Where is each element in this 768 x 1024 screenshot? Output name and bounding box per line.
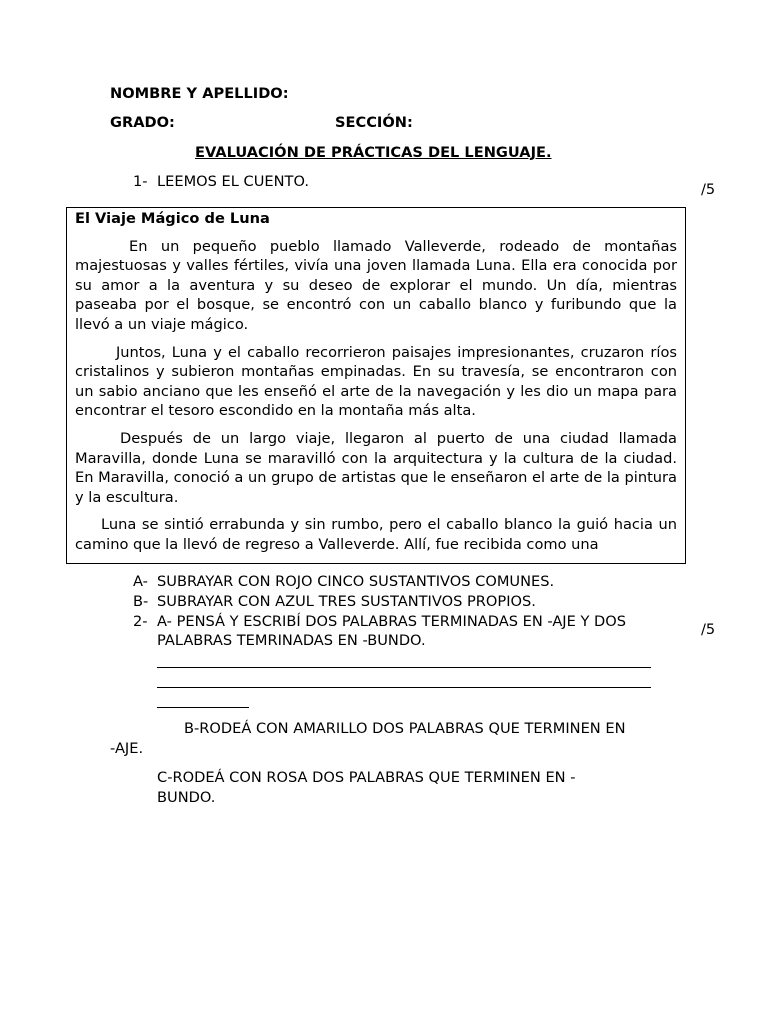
- story-paragraph-1: En un pequeño pueblo llamado Valleverde, rodeado de montañas majestuosas y valles fértiles, vivía una joven llamada Luna. Ella era conocida por su amor a la aventura y su deseo de explorar el mundo. Un día, mientras paseaba por el bosque, se encontró con un caballo blanco y furibundo que la llevó a un viaje mágico.: [75, 237, 677, 333]
- task-a-text: SUBRAYAR CON ROJO CINCO SUSTANTIVOS COMUNES.: [157, 573, 555, 590]
- name-label: NOMBRE Y APELLIDO:: [110, 85, 289, 102]
- item1-score: /5: [701, 181, 716, 198]
- task-b-marker: B-: [133, 593, 149, 610]
- item1-number: 1-: [133, 173, 148, 190]
- answer-line-3[interactable]: [157, 707, 249, 708]
- item2-line1: A- PENSÁ Y ESCRIBÍ DOS PALABRAS TERMINADAS EN -AJE Y DOS: [157, 613, 627, 630]
- story-paragraph-3: Después de un largo viaje, llegaron al puerto de una ciudad llamada Maravilla, donde Luna se maravilló con la arquitectura y la cultura de la ciudad. En Maravilla, conoció a un grupo de artistas que le enseñaron el arte de la pintura y la escultura.: [75, 429, 677, 506]
- item2-c-line1: C-RODEÁ CON ROSA DOS PALABRAS QUE TERMINEN EN -: [157, 769, 576, 786]
- item2-c-line2: BUNDO.: [157, 789, 216, 806]
- item1-text: LEEMOS EL CUENTO.: [157, 173, 310, 190]
- task-a-marker: A-: [133, 573, 148, 590]
- item2-b-line1: B-RODEÁ CON AMARILLO DOS PALABRAS QUE TERMINEN EN: [184, 720, 626, 737]
- story-paragraph-4: Luna se sintió errabunda y sin rumbo, pero el caballo blanco la guió hacia un camino que la llevó de regreso a Valleverde. Allí, fue recibida como una: [75, 516, 677, 553]
- item2-b-line2: -AJE.: [110, 740, 144, 757]
- story-title: El Viaje Mágico de Luna: [75, 210, 270, 227]
- page-title: EVALUACIÓN DE PRÁCTICAS DEL LENGUAJE.: [195, 144, 552, 161]
- story-paragraph-2: Juntos, Luna y el caballo recorrieron paisajes impresionantes, cruzaron ríos cristalinos y subieron montañas empinadas. En su travesía, se encontraron con un sabio anciano que les enseñó el arte de la navegación y les dio un mapa para encontrar el tesoro escondido en la montaña más alta.: [75, 343, 677, 420]
- item2-number: 2-: [133, 613, 148, 630]
- item2-score: /5: [701, 621, 716, 638]
- task-b-text: SUBRAYAR CON AZUL TRES SUSTANTIVOS PROPIOS.: [157, 593, 536, 610]
- section-label: SECCIÓN:: [335, 114, 413, 131]
- story-box: [66, 207, 686, 564]
- item2-line2: PALABRAS TEMRINADAS EN -BUNDO.: [157, 632, 426, 649]
- answer-line-2[interactable]: [157, 687, 651, 688]
- grade-label: GRADO:: [110, 114, 175, 131]
- answer-line-1[interactable]: [157, 667, 651, 668]
